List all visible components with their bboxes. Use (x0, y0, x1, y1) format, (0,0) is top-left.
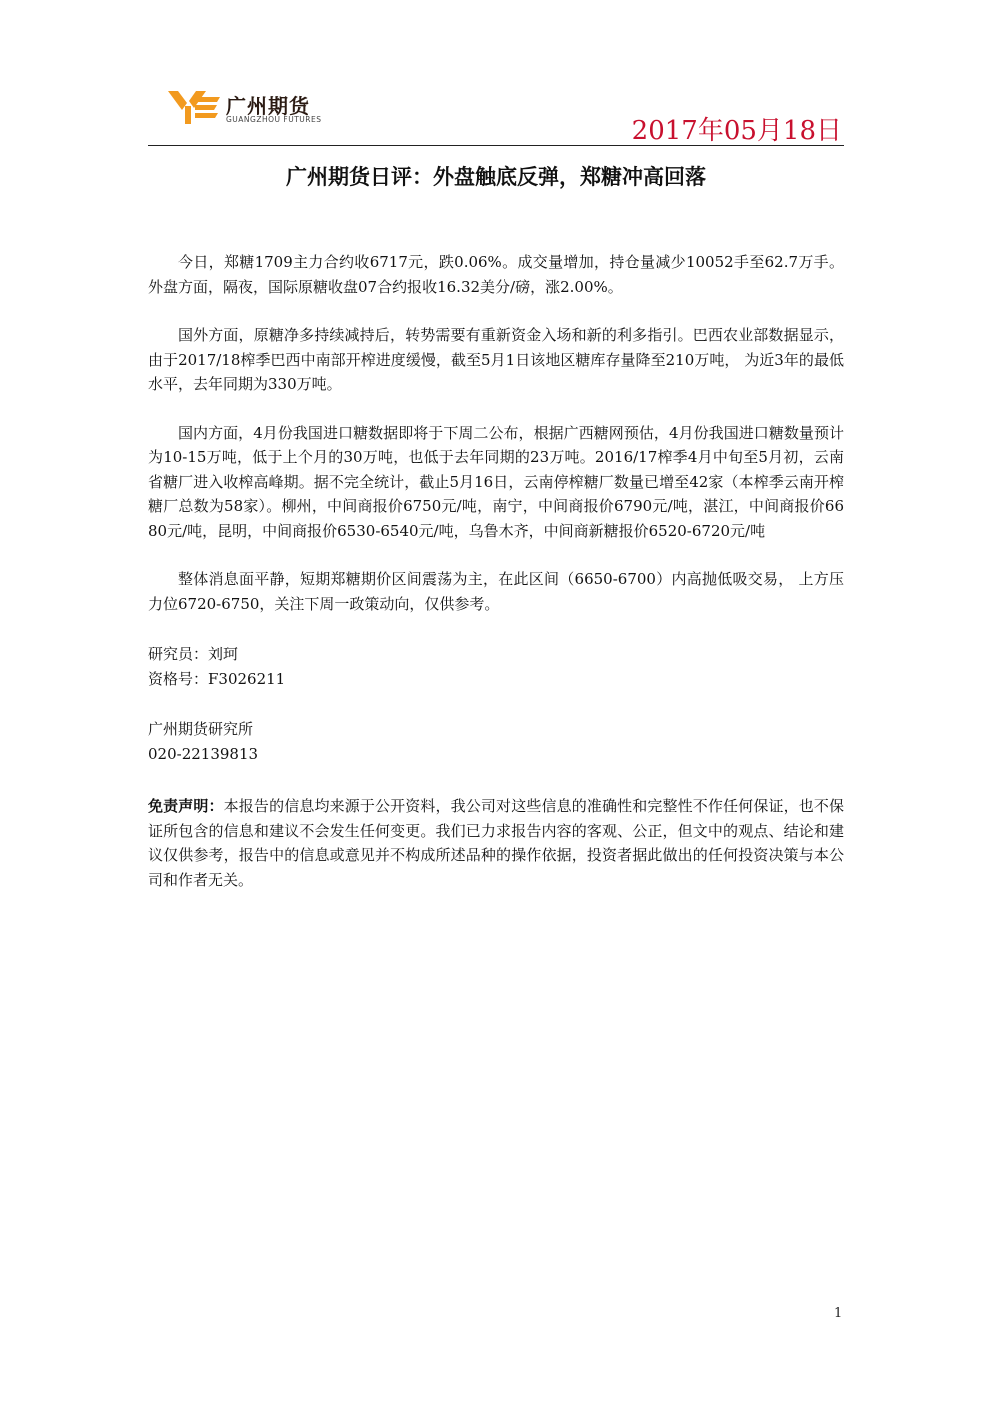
ye-logo-icon (168, 88, 222, 126)
paragraph-outlook: 整体消息面平静，短期郑糖期价区间震荡为主，在此区间（6650-6700）内高抛低吸交易， 上方压力位6720-6750，关注下周一政策动向，仅供参考。 (148, 570, 844, 613)
paragraph-domestic: 国内方面，4月份我国进口糖数据即将于下周二公布，根据广西糖网预估，4月份我国进口糖数量预计为10-15万吨，低于上个月的30万吨，也低于去年同期的23万吨。2016/17榨季4月中旬至5月初，云南省糖厂进入收榨高峰期。据不完全统计，截止5月16日，云南停榨糖厂数量已增至42家（本榨季云南开榨糖厂总数为58家）。柳州，中间商报价6750元/吨，南宁，中间商报价6790元/吨，湛江，中间商报价6680元/吨，昆明，中间商报价6530-6540元/吨，乌鲁木齐，中间商新糖报价6520-6720元/吨 (148, 423, 844, 540)
report-date: 2017年05月18日 (631, 116, 842, 146)
report-body (148, 250, 844, 907)
organization-name: 广州期货研究所 (148, 720, 254, 738)
disclaimer-label: 免责声明： (148, 797, 224, 815)
logo-text-cn: 广州期货 (226, 94, 310, 118)
logo-text-en: GUANGZHOU FUTURES (226, 115, 322, 124)
organization-info (148, 717, 844, 766)
qualification-number: 资格号：F3026211 (148, 669, 286, 688)
researcher-name: 研究员：刘珂 (148, 645, 239, 663)
paragraph-market-summary: 今日，郑糖1709主力合约收6717元，跌0.06%。成交量增加，持仓量减少10052手至62.7万手。外盘方面，隔夜，国际原糖收盘07合约报收16.32美分/磅，涨2.00%。 (148, 253, 844, 296)
paragraph-overseas: 国外方面，原糖净多持续减持后，转势需要有重新资金入场和新的利多指引。巴西农业部数据显示，由于2017/18榨季巴西中南部开榨进度缓慢，截至5月1日该地区糖库存量降至210万吨， 为近3年的最低水平，去年同期为330万吨。 (148, 326, 844, 393)
researcher-info (148, 642, 844, 691)
report-title: 广州期货日评：外盘触底反弹，郑糖冲高回落 (286, 165, 706, 189)
company-logo (168, 88, 368, 128)
header-divider (148, 145, 844, 146)
disclaimer-text: 本报告的信息均来源于公开资料，我公司对这些信息的准确性和完整性不作任何保证，也不保证所包含的信息和建议不会发生任何变更。我们已力求报告内容的客观、公正，但文中的观点、结论和建议仅供参考，报告中的信息或意见并不构成所述品种的操作依据，投资者据此做出的任何投资决策与本公司和作者无关。 (148, 797, 844, 889)
phone-number: 020-22139813 (148, 744, 259, 763)
page-number: 1 (834, 1306, 843, 1321)
disclaimer (148, 794, 844, 892)
